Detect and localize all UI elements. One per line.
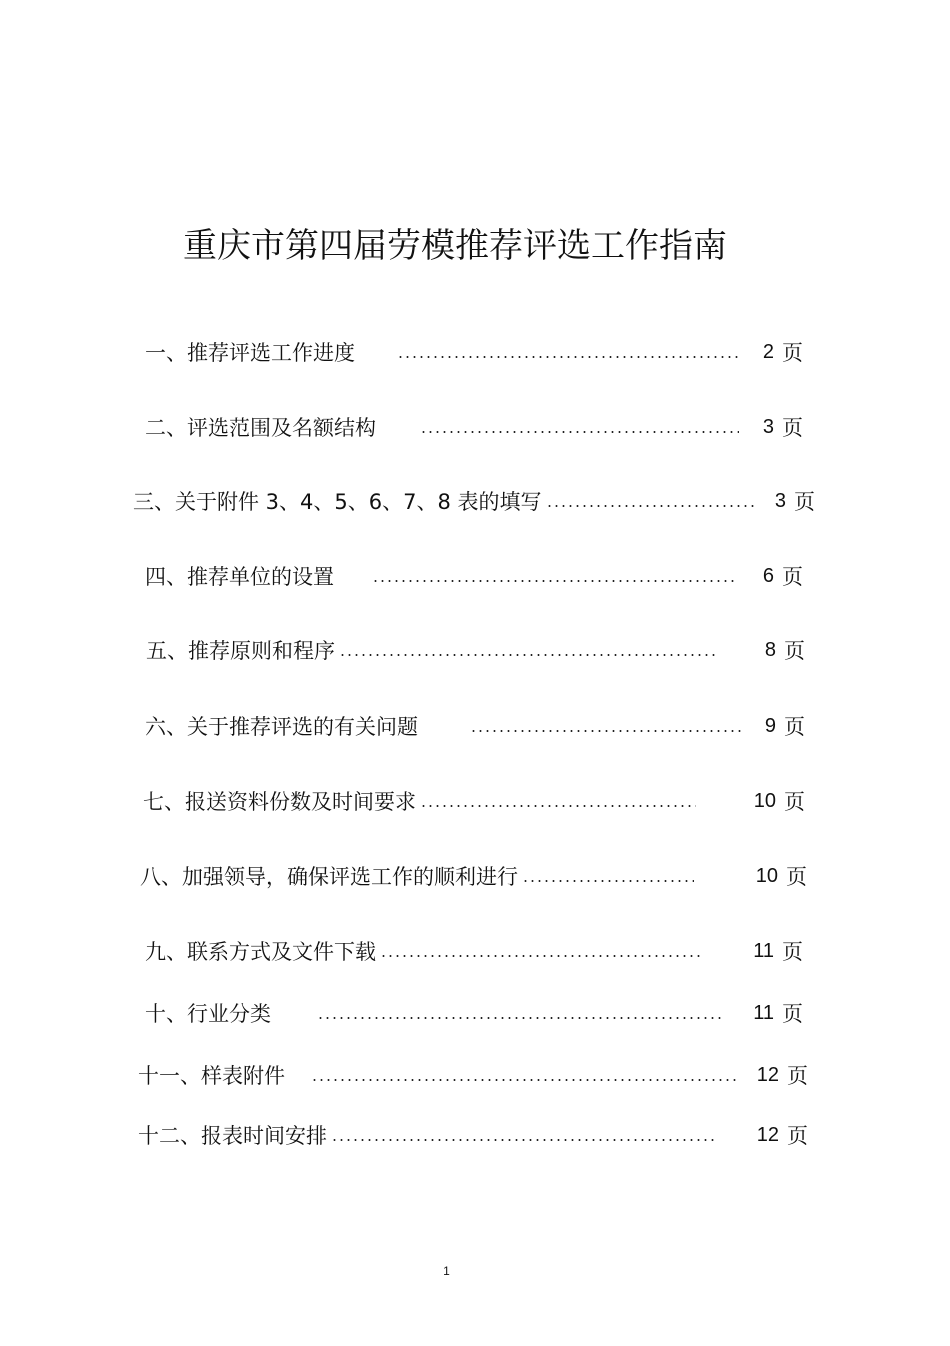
toc-entry — [145, 561, 803, 591]
toc-entry-unit: 页 — [782, 940, 803, 964]
toc-entry — [146, 635, 805, 665]
toc-entry-page: 11 — [753, 939, 774, 962]
toc-entry-page: 12 — [756, 1063, 779, 1086]
toc-entry-page: 3 — [774, 489, 786, 512]
toc-entry-unit: 页 — [784, 639, 805, 663]
toc-entry-unit: 页 — [784, 790, 805, 814]
toc-entry — [145, 998, 803, 1028]
toc-leader-dots — [380, 955, 701, 957]
toc-entry-label: 一、推荐评选工作进度 — [145, 341, 355, 365]
toc-leader-dots — [317, 1017, 721, 1019]
toc-leader-dots — [546, 505, 755, 507]
toc-entry-page: 3 — [762, 415, 774, 438]
document-title: 重庆市第四届劳模推荐评选工作指南 — [183, 226, 727, 266]
toc-entry-label: 六、关于推荐评选的有关问题 — [145, 715, 418, 739]
toc-entry — [138, 1120, 808, 1150]
toc-entry — [138, 1060, 808, 1090]
toc-entry-unit: 页 — [782, 565, 803, 589]
toc-entry-page: 2 — [762, 340, 774, 363]
toc-entry — [133, 486, 815, 516]
toc-entry-page: 9 — [764, 714, 776, 737]
toc-leader-dots — [420, 805, 696, 807]
toc-entry-unit: 页 — [787, 1124, 808, 1148]
toc-leader-dots — [331, 1139, 715, 1141]
toc-entry — [145, 936, 803, 966]
toc-entry-page: 10 — [755, 864, 778, 887]
toc-leader-dots — [522, 880, 694, 882]
toc-entry — [140, 861, 807, 891]
toc-leader-dots — [311, 1079, 737, 1081]
toc-leader-dots — [470, 730, 743, 732]
toc-entry-label: 九、联系方式及文件下载 — [145, 940, 376, 964]
toc-entry-unit: 页 — [784, 715, 805, 739]
toc-entry-unit: 页 — [782, 1002, 803, 1026]
toc-entry-label: 二、评选范围及名额结构 — [145, 416, 376, 440]
toc-entry-unit: 页 — [787, 1064, 808, 1088]
toc-leader-dots — [372, 580, 735, 582]
toc-entry-unit: 页 — [786, 865, 807, 889]
toc-leader-dots — [397, 356, 739, 358]
toc-entry-label: 八、加强领导，确保评选工作的顺利进行 — [140, 865, 518, 889]
toc-entry-label: 四、推荐单位的设置 — [145, 565, 334, 589]
toc-entry-unit: 页 — [782, 341, 803, 365]
toc-entry-label: 五、推荐原则和程序 — [146, 639, 335, 663]
toc-entry-label: 三、关于附件 3、4、5、6、7、8 表的填写 — [133, 490, 542, 514]
toc-entry-page: 6 — [762, 564, 774, 587]
toc-entry-label: 七、报送资料份数及时间要求 — [143, 790, 416, 814]
toc-entry-label: 十、行业分类 — [145, 1002, 271, 1026]
toc-entry-page: 11 — [753, 1001, 774, 1024]
toc-entry-unit: 页 — [782, 416, 803, 440]
toc-entry-label: 十二、报表时间安排 — [138, 1124, 327, 1148]
page-number: 1 — [443, 1264, 450, 1278]
toc-entry-label: 十一、样表附件 — [138, 1064, 285, 1088]
toc-entry-unit: 页 — [794, 490, 815, 514]
toc-entry — [143, 786, 805, 816]
toc-entry — [145, 412, 803, 442]
toc-leader-dots — [339, 654, 719, 656]
toc-entry-page: 8 — [764, 638, 776, 661]
toc-entry-page: 12 — [756, 1123, 779, 1146]
toc-entry — [145, 337, 803, 367]
toc-entry-page: 10 — [753, 789, 776, 812]
toc-leader-dots — [420, 431, 739, 433]
toc-entry — [145, 711, 805, 741]
